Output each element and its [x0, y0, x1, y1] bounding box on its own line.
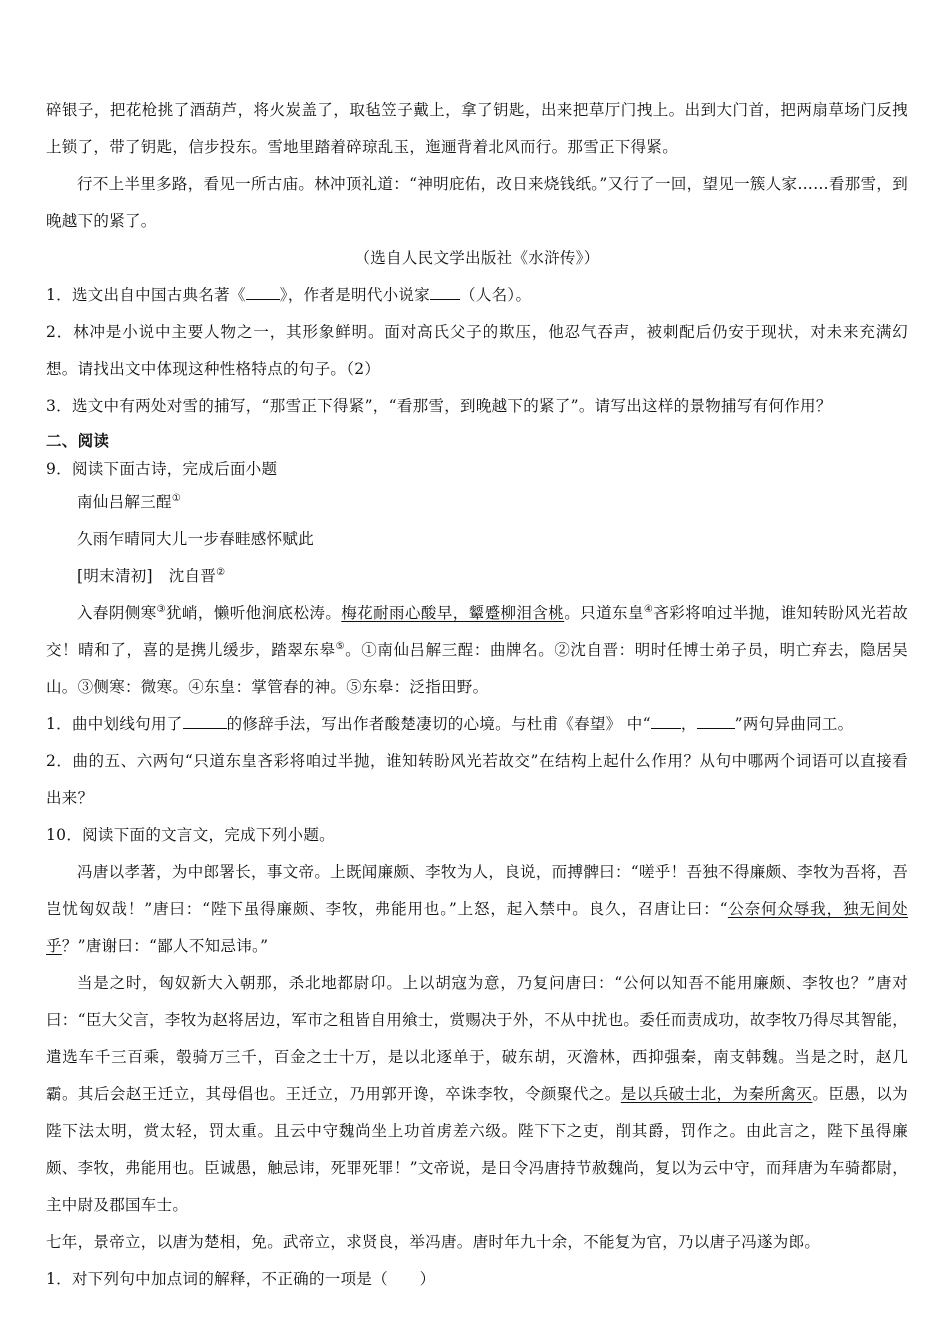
underlined-sentence-1: 公奈何众辱我，独无间处乎: [46, 900, 908, 955]
passage-source: （选自人民文学出版社《水浒传》）: [354, 249, 600, 267]
answer-blank-author[interactable]: [430, 283, 460, 300]
classical-paragraph-2: 当是之时，匈奴新大入朝那，杀北地都尉卬。上以胡寇为意，乃复问唐曰：“公何以知吾不能用廉颇、李牧也？”唐对曰：“臣大父言，李牧为赵将居边，军市之租皆自用飨士，赏赐决于外，不从中扰也。委任而责成功，故李牧乃得尽其智能，遣选车千三百乘，彀骑万三千，百金之士十万，是以北逐单于，破东胡，灭澹林，西抑强秦，南支韩魏。当是之时，赵几霸。其后会赵王迁立，其母倡也。王迁立，乃用郭开谗，卒诛李牧，令颜聚代之。是以兵破士北，为秦所禽灭。臣愚，以为陛下法太明，赏太轻，罚太重。且云中守魏尚坐上功首虏差六级。陛下下之吏，削其爵，罚作之。由此言之，陛下虽得廉颇、李牧，弗能用也。臣诚愚，触忌讳，死罪死罪！”文帝说，是日令冯唐持节赦魏尚，复以为云中守，而拜唐为车骑都尉，主中尉及郡国车士。: [46, 974, 908, 1214]
document-page: [46, 92, 908, 1298]
poem-title: 南仙吕解三酲①: [77, 492, 182, 511]
q8-question-1: 1．选文出自中国古典名著《 》，作者是明代小说家 （人名）。: [46, 277, 908, 314]
shuihu-passage-paragraph-2: 行不上半里多路，看见一所古庙。林冲顶礼道：“神明庇佑，改日来烧钱纸。”又行了一回，望见一簇人家……看那雪，到晚越下的紧了。: [46, 175, 908, 230]
underlined-sentence-2: 是以兵破士北，为秦所禽灭: [620, 1085, 813, 1103]
q10-question-1: 1．对下列句中加点词的解释，不正确的一项是（ ）: [46, 1270, 436, 1288]
poem-text: 入春阴侧寒③犹峭，懒听他涧底松涛。梅花耐雨心酸早，颦蹙柳泪含桃。只道东皇④吝彩将咱过半抛，谁知转盼风光若故交！晴和了，喜的是携儿缓步，踏翠东皋⑤。①南仙吕解三酲：曲牌名。②沈自晋：明时任博士弟子员，明亡弃去，隐居吴山。③侧寒：微寒。④东皇：掌管春的神。⑤东皋：泛指田野。: [46, 603, 908, 696]
classical-paragraph-3: 七年，景帝立，以唐为楚相，免。武帝立，求贤良，举冯唐。唐时年九十余，不能复为官，乃以唐子冯遂为郎。: [46, 1233, 821, 1251]
answer-blank-book[interactable]: [246, 283, 280, 300]
q10-intro: 10．阅读下面的文言文，完成下列小题。: [46, 826, 335, 844]
answer-blank-line-1[interactable]: [651, 712, 681, 729]
answer-blank-line-2[interactable]: [697, 712, 735, 729]
classical-paragraph-1: 冯唐以孝著，为中郎署长，事文帝。上既闻廉颇、李牧为人，良说，而搏髀曰：“嗟乎！吾独不得廉颇、李牧为吾将，吾岂忧匈奴哉！”唐曰：“陛下虽得廉颇、李牧，弗能用也。”上怒，起入禁中。良久，召唐让曰：“公奈何众辱我，独无间处乎？”唐谢曰：“鄙人不知忌讳。”: [46, 863, 908, 955]
section-heading-reading: 二、阅读: [46, 432, 110, 450]
q9-question-2: 2．曲的五、六两句“只道东皇吝彩将咱过半抛，谁知转盼风光若故交”在结构上起什么作用？从句中哪两个词语可以直接看出来？: [46, 752, 908, 807]
poem-subtitle: 久雨乍晴同大儿一步春畦感怀赋此: [77, 530, 315, 548]
shuihu-passage-paragraph-1: 碎银子，把花枪挑了酒葫芦，将火炭盖了，取毡笠子戴上，拿了钥匙，出来把草厅门拽上。出到大门首，把两扇草场门反拽上锁了，带了钥匙，信步投东。雪地里踏着碎琼乱玉，迤逦背着北风而行。那雪正下得紧。: [46, 101, 908, 156]
poem-underlined-line: 梅花耐雨心酸早，颦蹙柳泪含桃: [341, 604, 565, 622]
poem-author: [明末清初] 沈自晋②: [77, 566, 226, 585]
q9-question-1: 1．曲中划线句用了 的修辞手法，写出作者酸楚凄切的心境。与杜甫《春望》 中“ ， ”两句异曲同工。: [46, 706, 908, 743]
q8-question-2: 2．林冲是小说中主要人物之一，其形象鲜明。面对高氏父子的欺压，他忍气吞声，被刺配后仍安于现状，对未来充满幻想。请找出文中体现这种性格特点的句子。（2）: [46, 323, 908, 378]
q8-question-3: 3．选文中有两处对雪的捕写，“那雪正下得紧”，“看那雪，到晚越下的紧了”。请写出这样的景物捕写有何作用？: [46, 397, 832, 415]
q9-intro: 9．阅读下面古诗，完成后面小题: [46, 460, 278, 478]
answer-blank-rhetoric[interactable]: [183, 712, 227, 729]
